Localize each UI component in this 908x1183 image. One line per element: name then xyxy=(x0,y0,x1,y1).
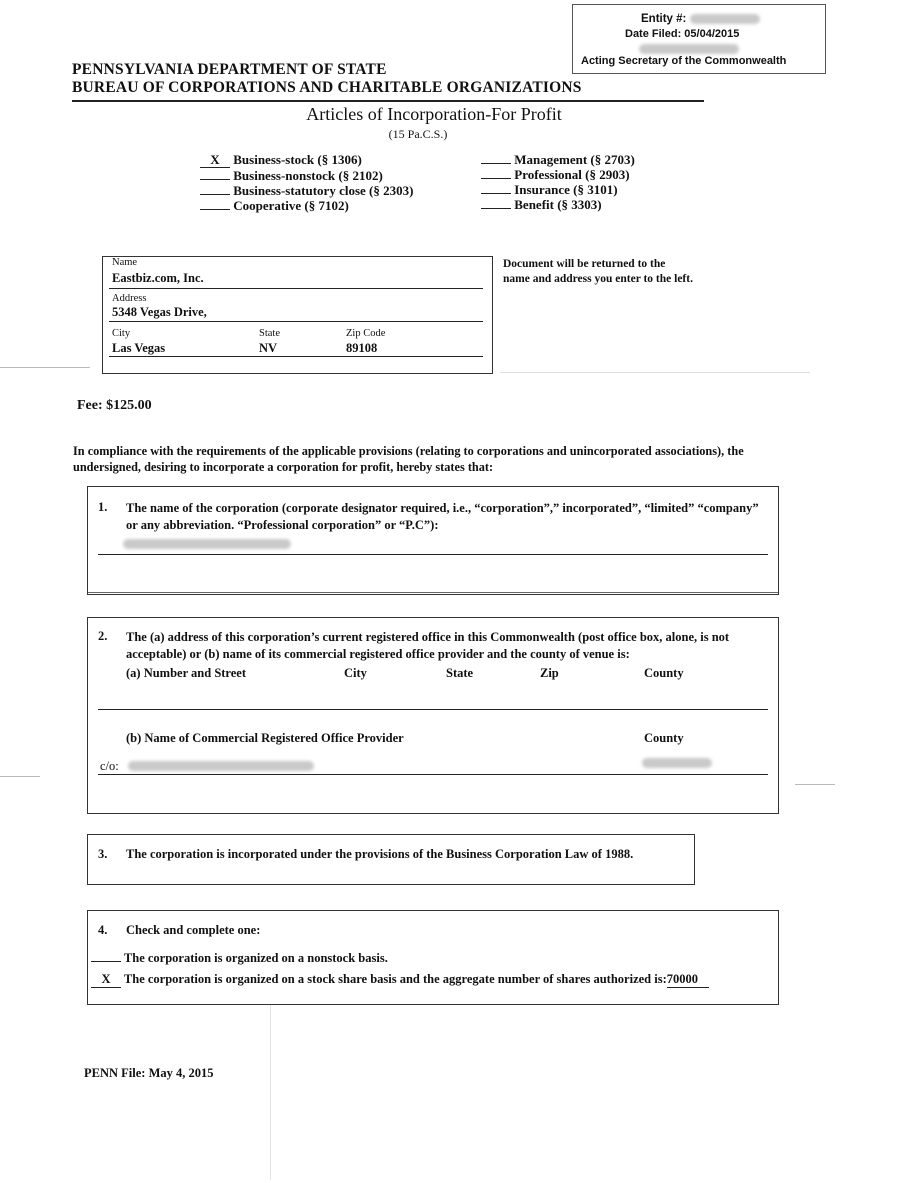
option-label: Business-statutory close (§ 2303) xyxy=(233,183,414,198)
scan-mark xyxy=(795,784,835,785)
entity-type-list-right xyxy=(481,152,635,212)
column-street: (a) Number and Street xyxy=(126,666,247,680)
scan-mark xyxy=(500,372,810,373)
scan-mark xyxy=(0,367,90,368)
provider-label: (b) Name of Commercial Registered Office Provider xyxy=(126,731,404,745)
section-2-text: The (a) address of this corporation’s current registered office in this Commonwealth (post office box, alone, is not acceptable) or (b) name of its commercial registered office provider and the county of venue is: xyxy=(126,630,730,661)
section-4-box xyxy=(87,910,779,1005)
address-rule xyxy=(109,321,483,322)
fee: Fee: $125.00 xyxy=(77,398,152,413)
box-bottom-rule xyxy=(88,592,778,593)
entity-label: Entity #: xyxy=(641,13,687,25)
zip-value[interactable]: 89108 xyxy=(346,341,378,355)
section-number: 3. xyxy=(98,847,108,861)
checkbox-blank[interactable] xyxy=(200,179,230,180)
scan-mark xyxy=(270,1005,271,1180)
entity-type-option[interactable] xyxy=(200,183,413,198)
address-label: Address xyxy=(112,293,147,304)
county-label: County xyxy=(644,731,684,745)
checkbox-blank[interactable] xyxy=(481,163,511,164)
penn-file-date: PENN File: May 4, 2015 xyxy=(84,1066,214,1080)
entity-line xyxy=(641,13,760,25)
stock-option[interactable] xyxy=(91,972,709,988)
address-entry-rule xyxy=(98,709,768,710)
entity-type-list-left xyxy=(200,152,413,213)
provider-entry-rule xyxy=(98,774,768,775)
shares-authorized[interactable]: 70000 xyxy=(667,972,709,988)
state-label: State xyxy=(259,328,280,339)
section-number: 4. xyxy=(98,923,108,937)
checkbox-blank[interactable] xyxy=(200,209,230,210)
checkbox-blank[interactable]: X xyxy=(200,152,230,168)
checkbox-blank[interactable] xyxy=(481,208,511,209)
state-value[interactable]: NV xyxy=(259,341,278,355)
option-label: Insurance (§ 3101) xyxy=(514,182,618,197)
option-label: Business-stock (§ 1306) xyxy=(233,152,362,167)
option-label: Benefit (§ 3303) xyxy=(514,197,602,212)
redacted-county xyxy=(642,758,712,768)
section-number: 1. xyxy=(98,500,108,514)
department-name: PENNSYLVANIA DEPARTMENT OF STATE xyxy=(72,61,387,78)
name-label: Name xyxy=(112,257,138,268)
entity-type-option[interactable] xyxy=(200,198,413,213)
option-label: Business-nonstock (§ 2102) xyxy=(233,168,383,183)
filing-stamp xyxy=(572,4,826,74)
section-4-heading: Check and complete one: xyxy=(126,923,261,937)
section-number: 2. xyxy=(98,629,108,643)
section-3-text: The corporation is incorporated under the provisions of the Business Corporation Law of 1988. xyxy=(126,847,634,861)
name-value[interactable]: Eastbiz.com, Inc. xyxy=(112,271,204,285)
city-rule xyxy=(109,356,483,357)
redacted-entity-number xyxy=(690,14,760,24)
option-label: Management (§ 2703) xyxy=(514,152,635,167)
form-title: Articles of Incorporation-For Profit xyxy=(306,104,562,124)
section-2-box xyxy=(87,617,779,814)
name-rule xyxy=(109,288,483,289)
option-label: Cooperative (§ 7102) xyxy=(233,198,349,213)
entity-type-option[interactable] xyxy=(481,197,635,212)
entity-type-option[interactable] xyxy=(481,167,635,182)
compliance-statement: In compliance with the requirements of the applicable provisions (relating to corporations and unincorporated associations), the undersigned, desiring to incorporate a corporation for profit, hereby states that: xyxy=(73,444,744,474)
city-value[interactable]: Las Vegas xyxy=(112,341,166,355)
return-note: Document will be returned to the name and address you enter to the left. xyxy=(503,258,693,285)
header-rule xyxy=(72,100,704,102)
nonstock-option[interactable] xyxy=(91,947,388,966)
city-label: City xyxy=(112,328,131,339)
form-subtitle: (15 Pa.C.S.) xyxy=(388,127,448,141)
secretary-title: Acting Secretary of the Commonwealth xyxy=(581,55,787,67)
checkbox-blank[interactable] xyxy=(481,178,511,179)
entity-type-option[interactable] xyxy=(200,168,413,183)
care-of-label: c/o: xyxy=(100,759,119,773)
checkbox-blank[interactable] xyxy=(91,947,121,962)
column-zip: Zip xyxy=(540,666,559,680)
entity-type-option[interactable] xyxy=(200,152,413,168)
column-county: County xyxy=(644,666,684,680)
entity-type-option[interactable] xyxy=(481,182,635,197)
option-label: Professional (§ 2903) xyxy=(514,167,630,182)
entity-type-option[interactable] xyxy=(481,152,635,167)
corporation-name-rule xyxy=(98,554,768,555)
option-label: The corporation is organized on a stock share basis and the aggregate number of shares authorized is: xyxy=(123,972,667,986)
date-filed-line xyxy=(625,28,739,40)
date-filed-label: Date Filed: xyxy=(625,28,682,40)
checkbox-blank[interactable] xyxy=(200,194,230,195)
section-1-box xyxy=(87,486,779,595)
column-state: State xyxy=(446,666,474,680)
column-city: City xyxy=(344,666,367,680)
date-filed-value: 05/04/2015 xyxy=(684,28,740,40)
option-label: The corporation is organized on a nonstock basis. xyxy=(123,951,388,965)
checkbox-blank[interactable] xyxy=(481,193,511,194)
bureau-name: BUREAU OF CORPORATIONS AND CHARITABLE ORGANIZATIONS xyxy=(72,79,582,96)
address-value[interactable]: 5348 Vegas Drive, xyxy=(112,305,207,319)
redacted-secretary-name xyxy=(639,44,739,54)
scan-mark xyxy=(0,776,40,777)
redacted-provider-name xyxy=(128,761,314,771)
return-address-box xyxy=(102,256,493,374)
zip-label: Zip Code xyxy=(346,328,386,339)
redacted-corporation-name xyxy=(123,539,291,549)
section-1-text: The name of the corporation (corporate designator required, i.e., “corporation”,” incorporated”, “limited” “company” or any abbreviation. “Professional corporation” or “P.C”): xyxy=(126,501,759,532)
section-3-box xyxy=(87,834,695,885)
checkbox-blank[interactable]: X xyxy=(91,972,121,988)
